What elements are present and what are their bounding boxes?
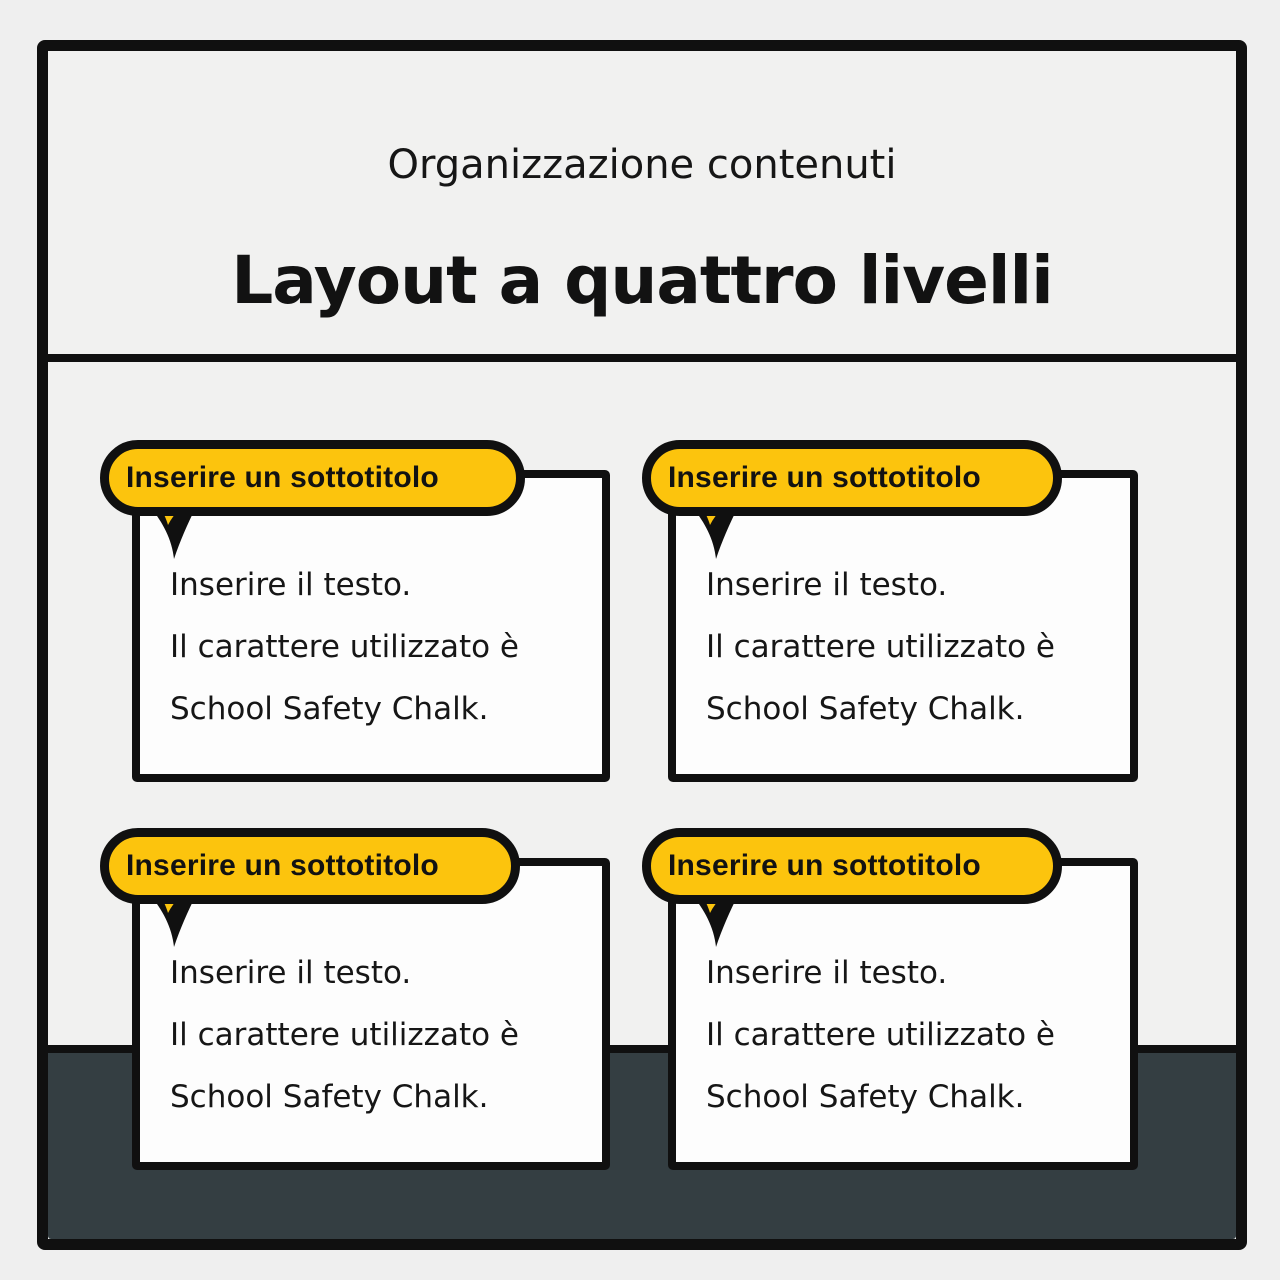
card-text-line: School Safety Chalk. [170, 1079, 489, 1115]
card-text-line: Inserire il testo. [170, 955, 412, 991]
subtitle-bubble [642, 440, 1062, 516]
card-text-line: Inserire il testo. [706, 955, 948, 991]
card [132, 470, 610, 782]
subtitle-bubble [642, 828, 1062, 904]
subtitle-label: Inserire un sottotitolo [668, 849, 981, 882]
card-text-line: School Safety Chalk. [706, 1079, 1025, 1115]
page-title: Layout a quattro livelli [231, 242, 1053, 319]
subtitle-label: Inserire un sottotitolo [126, 849, 439, 882]
card-text-line: Inserire il testo. [706, 567, 948, 603]
subtitle-bubble [100, 828, 520, 904]
card-text-line: School Safety Chalk. [170, 691, 489, 727]
main-frame [37, 40, 1247, 1250]
card-text-line: School Safety Chalk. [706, 691, 1025, 727]
card-text-line: Il carattere utilizzato è [170, 629, 519, 665]
subtitle-bubble [100, 440, 525, 516]
card [132, 858, 610, 1170]
card-text-line: Il carattere utilizzato è [706, 1017, 1055, 1053]
subtitle-label: Inserire un sottotitolo [668, 461, 981, 494]
subtitle-label: Inserire un sottotitolo [126, 461, 439, 494]
kicker-text: Organizzazione contenuti [387, 142, 897, 188]
card-text-line: Inserire il testo. [170, 567, 412, 603]
card-text-line: Il carattere utilizzato è [706, 629, 1055, 665]
header-section [48, 51, 1236, 362]
card-text-line: Il carattere utilizzato è [170, 1017, 519, 1053]
frame-content [48, 51, 1236, 1239]
